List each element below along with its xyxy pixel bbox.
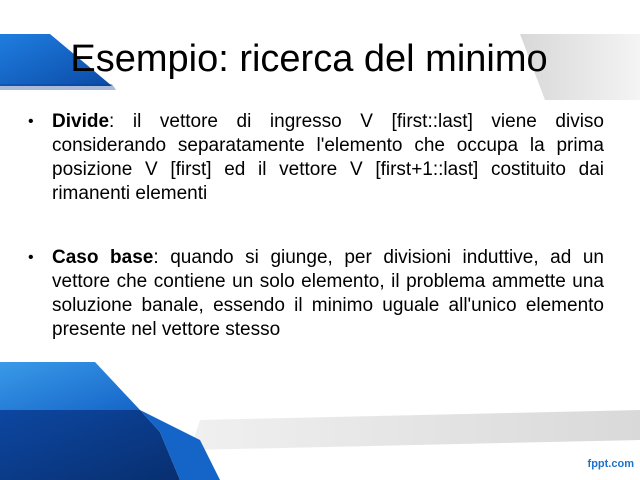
bullet-text: : quando si giunge, per divisioni induttive, ad un vettore che contiene un solo elemento, il problema ammette una soluzione banale, essendo il minimo uguale all'unico elemento presente nel vettore stesso <box>52 247 605 340</box>
bullet-term: Caso base <box>52 247 154 268</box>
bullet-item-caso-base <box>28 246 604 342</box>
bullet-marker: • <box>28 113 34 130</box>
bullet-marker: • <box>28 249 34 266</box>
slide-title: Esempio: ricerca del minimo <box>70 38 548 80</box>
bullet-term: Divide <box>52 111 110 132</box>
bullet-item-divide <box>28 110 604 206</box>
bottom-right-grey-band <box>190 410 640 450</box>
watermark: fppt.com <box>587 458 634 470</box>
bottom-left-light-blue-wedge <box>0 362 140 410</box>
top-left-blue-shadow <box>0 84 116 90</box>
bullet-text: : il vettore di ingresso V [first::last] viene diviso considerando separatamente l'elemento che occupa la prima posizione V [first] ed il vettore V [first+1::last] costituito dai rimanenti elementi <box>52 111 604 204</box>
bullet-list <box>28 110 604 342</box>
